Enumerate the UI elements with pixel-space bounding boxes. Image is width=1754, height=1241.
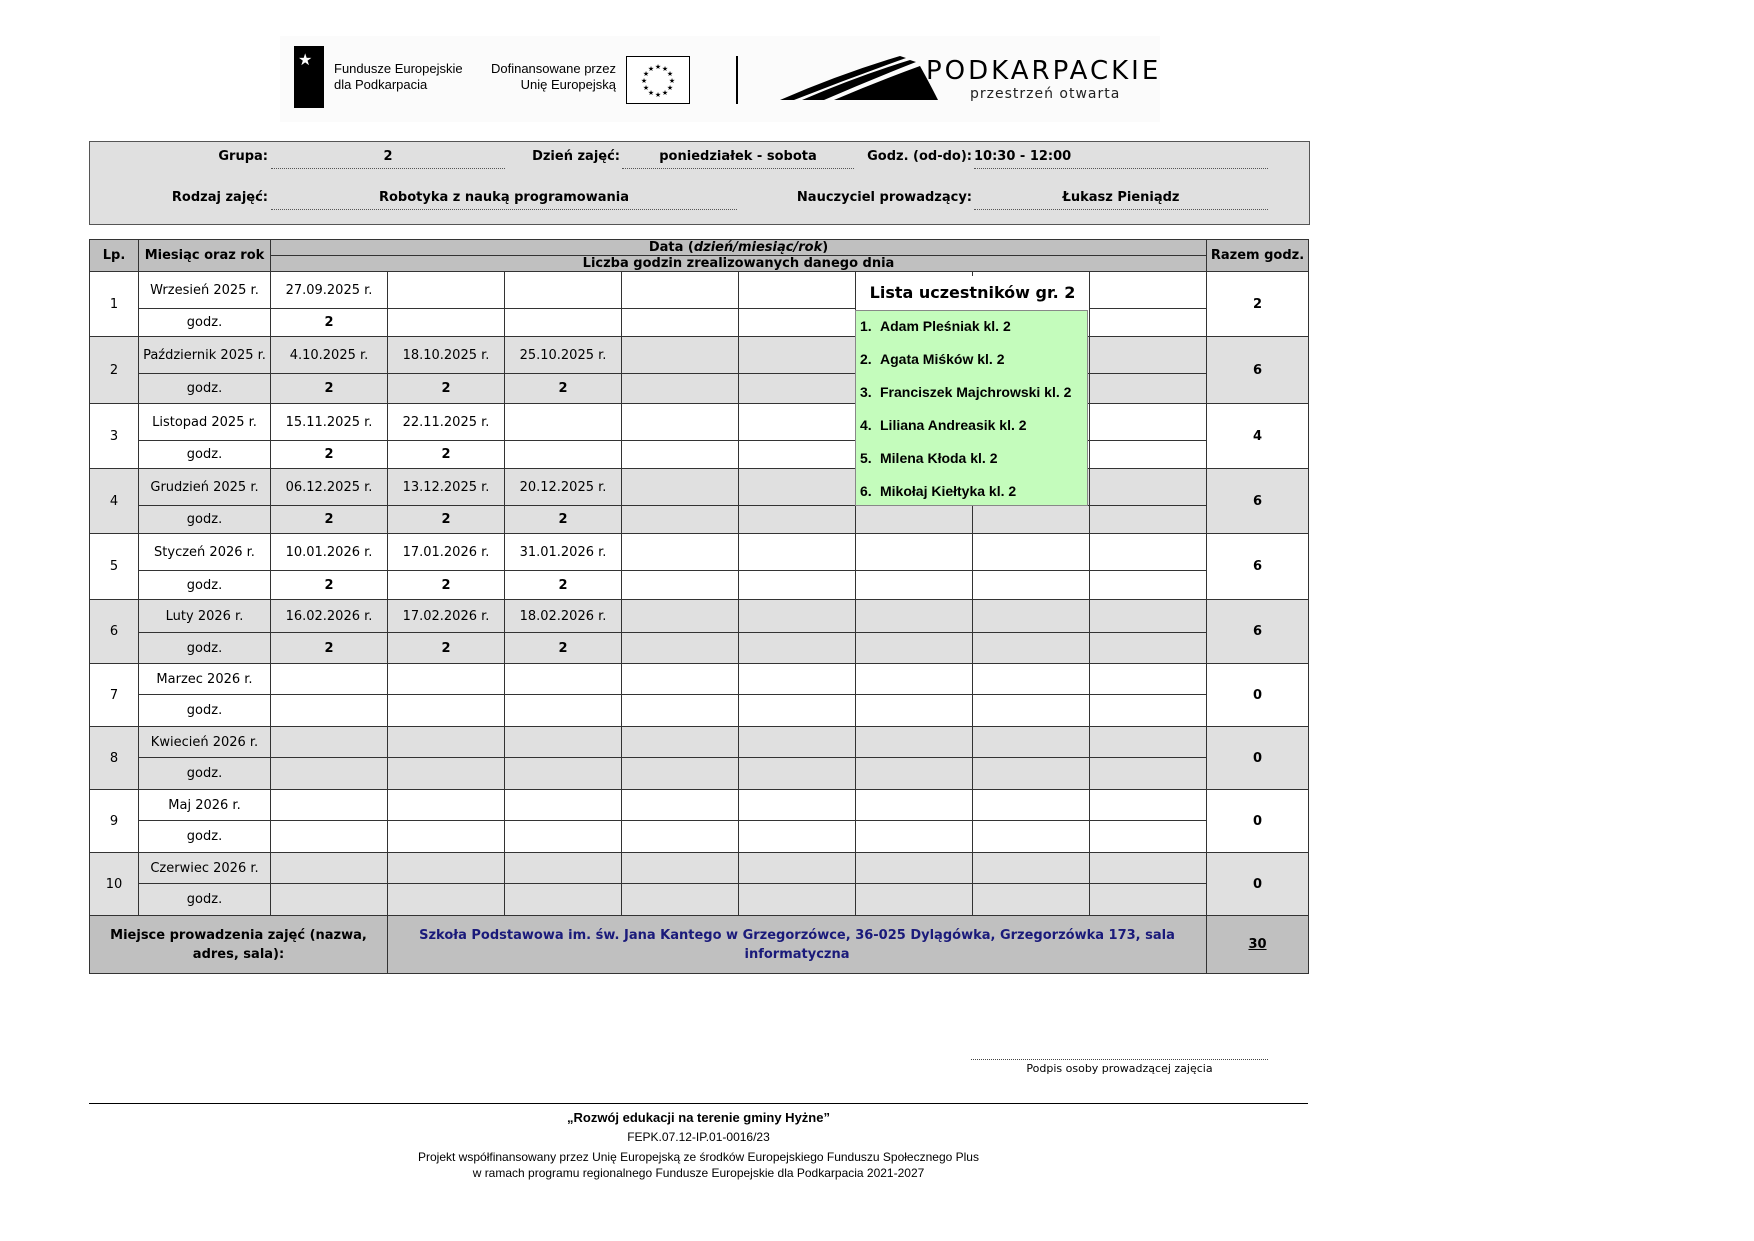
participant-item xyxy=(856,377,1087,410)
row-month: Kwiecień 2026 r. xyxy=(139,727,271,758)
date-cell xyxy=(505,790,622,821)
row-godz-label: godz. xyxy=(139,633,271,664)
hours-cell xyxy=(388,758,505,790)
ue-text-line-1: Dofinansowane przez xyxy=(490,61,616,76)
fe-logo-line-2: dla Podkarpacia xyxy=(334,77,428,92)
hours-cell xyxy=(622,633,739,664)
date-cell xyxy=(856,534,973,571)
row-total: 4 xyxy=(1207,404,1309,469)
row-lp: 7 xyxy=(90,664,139,727)
hours-cell xyxy=(739,374,856,404)
godz-value: 10:30 - 12:00 xyxy=(974,149,1268,169)
date-cell xyxy=(739,600,856,633)
date-cell xyxy=(1090,600,1207,633)
hours-cell xyxy=(739,441,856,469)
row-total: 2 xyxy=(1207,272,1309,337)
hours-cell xyxy=(622,374,739,404)
date-cell: 4.10.2025 r. xyxy=(271,337,388,374)
row-godz-label: godz. xyxy=(139,884,271,916)
col-data-suffix: ) xyxy=(822,239,829,255)
date-cell xyxy=(1090,337,1207,374)
table-row-hours xyxy=(90,758,1309,790)
hours-cell: 2 xyxy=(505,633,622,664)
hours-cell xyxy=(1090,374,1207,404)
footer-line-1: Projekt współfinansowany przez Unię Europejską ze środków Europejskiego Funduszu Społecznego Plus xyxy=(418,1150,979,1164)
logo-divider xyxy=(736,56,738,104)
attendance-table xyxy=(89,239,1309,974)
row-month: Październik 2025 r. xyxy=(139,337,271,374)
grupa-label: Grupa: xyxy=(218,149,268,164)
dzien-label: Dzień zajęć: xyxy=(532,149,620,164)
hours-cell xyxy=(856,506,973,534)
date-cell xyxy=(1090,272,1207,309)
hours-cell xyxy=(973,821,1090,853)
date-cell xyxy=(1090,790,1207,821)
date-cell xyxy=(271,853,388,884)
project-code: FEPK.07.12-IP.01-0016/23 xyxy=(627,1130,770,1144)
table-row-hours xyxy=(90,309,1309,337)
grand-total: 30 xyxy=(1207,916,1309,974)
hours-cell xyxy=(622,695,739,727)
date-cell: 06.12.2025 r. xyxy=(271,469,388,506)
rodzaj-value: Robotyka z nauką programowania xyxy=(271,190,737,210)
participant-number: 1. xyxy=(860,318,872,334)
hours-cell xyxy=(622,506,739,534)
row-godz-label: godz. xyxy=(139,758,271,790)
date-cell xyxy=(739,664,856,695)
date-cell xyxy=(271,664,388,695)
date-cell xyxy=(622,534,739,571)
row-total: 0 xyxy=(1207,790,1309,853)
participant-number: 4. xyxy=(860,417,872,433)
date-cell: 27.09.2025 r. xyxy=(271,272,388,309)
hours-cell xyxy=(271,758,388,790)
row-total: 0 xyxy=(1207,727,1309,790)
date-cell xyxy=(1090,664,1207,695)
signature-line xyxy=(971,1059,1268,1060)
hours-cell xyxy=(1090,695,1207,727)
hours-cell xyxy=(973,506,1090,534)
date-cell: 17.02.2026 r. xyxy=(388,600,505,633)
footer-rule xyxy=(89,1103,1308,1104)
hours-cell xyxy=(1090,884,1207,916)
date-cell xyxy=(622,664,739,695)
date-cell xyxy=(622,337,739,374)
svg-text:★: ★ xyxy=(654,63,662,71)
svg-text:★: ★ xyxy=(640,77,648,85)
row-lp: 4 xyxy=(90,469,139,534)
svg-text:★: ★ xyxy=(642,84,650,92)
hours-cell xyxy=(739,633,856,664)
row-godz-label: godz. xyxy=(139,309,271,337)
date-cell: 17.01.2026 r. xyxy=(388,534,505,571)
row-lp: 5 xyxy=(90,534,139,600)
hours-cell: 2 xyxy=(271,374,388,404)
date-cell xyxy=(388,727,505,758)
date-cell xyxy=(1090,534,1207,571)
signature-label: Podpis osoby prowadzącej zajęcia xyxy=(1026,1062,1213,1075)
date-cell: 25.10.2025 r. xyxy=(505,337,622,374)
row-godz-label: godz. xyxy=(139,374,271,404)
participant-number: 2. xyxy=(860,351,872,367)
date-cell xyxy=(388,853,505,884)
date-cell xyxy=(739,534,856,571)
table-row-hours xyxy=(90,506,1309,534)
date-cell xyxy=(973,853,1090,884)
hours-cell: 2 xyxy=(271,506,388,534)
hours-cell xyxy=(388,884,505,916)
table-row-hours xyxy=(90,441,1309,469)
place-value: Szkoła Podstawowa im. św. Jana Kantego w Grzegorzówce, 36-025 Dylągówka, Grzegorzówka 173, sala informatyczna xyxy=(388,916,1207,974)
hours-cell xyxy=(973,571,1090,600)
hours-cell xyxy=(856,821,973,853)
hours-cell xyxy=(739,309,856,337)
date-cell xyxy=(622,404,739,441)
date-cell xyxy=(739,337,856,374)
hours-cell xyxy=(622,758,739,790)
hours-cell xyxy=(622,441,739,469)
hours-cell xyxy=(739,695,856,727)
date-cell xyxy=(973,790,1090,821)
col-data-prefix: Data ( xyxy=(648,239,694,255)
row-month: Czerwiec 2026 r. xyxy=(139,853,271,884)
table-row-hours xyxy=(90,821,1309,853)
participant-item xyxy=(856,344,1087,377)
nauczyciel-value: Łukasz Pieniądz xyxy=(974,190,1268,210)
date-cell: 18.10.2025 r. xyxy=(388,337,505,374)
row-godz-label: godz. xyxy=(139,695,271,727)
hours-cell xyxy=(856,758,973,790)
date-cell xyxy=(622,727,739,758)
hours-cell: 2 xyxy=(271,309,388,337)
row-month: Marzec 2026 r. xyxy=(139,664,271,695)
date-cell xyxy=(271,790,388,821)
hours-cell: 2 xyxy=(388,374,505,404)
participant-item xyxy=(856,311,1087,344)
col-data-italic: dzień/miesiąc/rok xyxy=(693,239,823,255)
hours-cell: 2 xyxy=(388,441,505,469)
date-cell xyxy=(622,272,739,309)
table-row-hours xyxy=(90,571,1309,600)
row-godz-label: godz. xyxy=(139,821,271,853)
hours-cell xyxy=(622,571,739,600)
hours-cell xyxy=(1090,633,1207,664)
hours-cell xyxy=(505,884,622,916)
hours-cell xyxy=(739,758,856,790)
date-cell xyxy=(1090,469,1207,506)
date-cell xyxy=(973,664,1090,695)
hours-cell xyxy=(505,441,622,469)
date-cell xyxy=(739,404,856,441)
row-month: Listopad 2025 r. xyxy=(139,404,271,441)
row-lp: 9 xyxy=(90,790,139,853)
table-row xyxy=(90,664,1309,695)
hours-cell xyxy=(1090,821,1207,853)
date-cell xyxy=(388,790,505,821)
hours-cell xyxy=(856,633,973,664)
row-lp: 3 xyxy=(90,404,139,469)
participant-number: 3. xyxy=(860,384,872,400)
col-total: Razem godz. xyxy=(1207,240,1309,272)
table-row xyxy=(90,600,1309,633)
date-cell xyxy=(388,664,505,695)
hours-cell: 2 xyxy=(505,374,622,404)
date-cell xyxy=(505,404,622,441)
hours-cell xyxy=(1090,571,1207,600)
table-body xyxy=(90,272,1309,916)
svg-text:★: ★ xyxy=(666,70,674,78)
date-cell: 20.12.2025 r. xyxy=(505,469,622,506)
ue-text xyxy=(488,61,616,93)
date-cell: 18.02.2026 r. xyxy=(505,600,622,633)
hours-cell xyxy=(739,571,856,600)
hours-cell xyxy=(505,758,622,790)
table-row xyxy=(90,790,1309,821)
svg-text:★: ★ xyxy=(666,84,674,92)
date-cell xyxy=(622,600,739,633)
footer-line-2: w ramach programu regionalnego Fundusze Europejskie dla Podkarpacia 2021-2027 xyxy=(472,1166,925,1180)
svg-text:★: ★ xyxy=(661,89,669,97)
hours-cell xyxy=(1090,758,1207,790)
table-row-hours xyxy=(90,633,1309,664)
hours-cell xyxy=(505,821,622,853)
rodzaj-label: Rodzaj zajęć: xyxy=(171,190,268,205)
date-cell: 15.11.2025 r. xyxy=(271,404,388,441)
fe-star-icon: ★ xyxy=(298,50,313,69)
svg-text:★: ★ xyxy=(647,65,655,73)
date-cell: 22.11.2025 r. xyxy=(388,404,505,441)
participant-name: Adam Pleśniak kl. 2 xyxy=(880,318,1011,334)
participant-item xyxy=(856,443,1087,476)
hours-cell xyxy=(388,821,505,853)
date-cell xyxy=(1090,727,1207,758)
date-cell xyxy=(856,790,973,821)
table-row-hours xyxy=(90,374,1309,404)
date-cell xyxy=(973,600,1090,633)
date-cell xyxy=(505,853,622,884)
row-total: 0 xyxy=(1207,664,1309,727)
date-cell xyxy=(622,790,739,821)
place-label: Miejsce prowadzenia zajęć (nazwa, adres, sala): xyxy=(90,916,388,974)
table-row-hours xyxy=(90,884,1309,916)
hours-cell xyxy=(1090,506,1207,534)
row-total: 6 xyxy=(1207,469,1309,534)
table-row xyxy=(90,337,1309,374)
row-lp: 10 xyxy=(90,853,139,916)
date-cell xyxy=(856,600,973,633)
col-data xyxy=(271,240,1207,256)
fe-logo-line-1: Fundusze Europejskie xyxy=(334,61,463,76)
table-row xyxy=(90,534,1309,571)
date-cell xyxy=(388,272,505,309)
row-month: Styczeń 2026 r. xyxy=(139,534,271,571)
date-cell xyxy=(271,727,388,758)
dzien-value: poniedziałek - sobota xyxy=(622,149,854,169)
date-cell xyxy=(973,534,1090,571)
hours-cell xyxy=(505,695,622,727)
table-row xyxy=(90,853,1309,884)
hours-cell xyxy=(973,884,1090,916)
hours-cell xyxy=(505,309,622,337)
ue-text-line-2: Unię Europejską xyxy=(520,77,616,92)
table-row-hours xyxy=(90,695,1309,727)
col-hours: Liczba godzin zrealizowanych danego dnia xyxy=(271,256,1207,272)
row-godz-label: godz. xyxy=(139,571,271,600)
hours-cell xyxy=(622,309,739,337)
hours-cell: 2 xyxy=(388,571,505,600)
hours-cell xyxy=(388,695,505,727)
fe-logo-text xyxy=(334,61,463,93)
row-month: Luty 2026 r. xyxy=(139,600,271,633)
date-cell xyxy=(856,664,973,695)
eu-flag-icon xyxy=(626,56,690,104)
participant-number: 6. xyxy=(860,483,872,499)
hours-cell: 2 xyxy=(505,571,622,600)
date-cell xyxy=(622,469,739,506)
hours-cell xyxy=(856,571,973,600)
date-cell: 13.12.2025 r. xyxy=(388,469,505,506)
participant-name: Agata Miśków kl. 2 xyxy=(880,351,1005,367)
participant-name: Milena Kłoda kl. 2 xyxy=(880,450,998,466)
region-title: PODKARPACKIE xyxy=(926,56,1162,86)
hours-cell: 2 xyxy=(271,633,388,664)
hours-cell xyxy=(739,884,856,916)
hours-cell xyxy=(739,821,856,853)
hours-cell: 2 xyxy=(271,571,388,600)
hours-cell xyxy=(1090,309,1207,337)
godz-label: Godz. (od-do): xyxy=(867,149,972,164)
hours-cell: 2 xyxy=(271,441,388,469)
podkarpackie-road-icon xyxy=(780,54,940,106)
row-godz-label: godz. xyxy=(139,441,271,469)
hours-cell: 2 xyxy=(388,506,505,534)
hours-cell: 2 xyxy=(388,633,505,664)
hours-cell xyxy=(622,884,739,916)
hours-cell: 2 xyxy=(505,506,622,534)
row-total: 6 xyxy=(1207,600,1309,664)
date-cell: 31.01.2026 r. xyxy=(505,534,622,571)
date-cell xyxy=(505,727,622,758)
participant-name: Franciszek Majchrowski kl. 2 xyxy=(880,384,1072,400)
participant-item xyxy=(856,476,1087,509)
row-total: 0 xyxy=(1207,853,1309,916)
hours-cell xyxy=(973,633,1090,664)
row-month: Wrzesień 2025 r. xyxy=(139,272,271,309)
row-month: Maj 2026 r. xyxy=(139,790,271,821)
table-row xyxy=(90,469,1309,506)
col-lp: Lp. xyxy=(90,240,139,272)
date-cell: 16.02.2026 r. xyxy=(271,600,388,633)
hours-cell xyxy=(739,506,856,534)
participants-list xyxy=(855,310,1088,506)
svg-text:★: ★ xyxy=(647,89,655,97)
col-month: Miesiąc oraz rok xyxy=(139,240,271,272)
row-total: 6 xyxy=(1207,337,1309,404)
date-cell xyxy=(739,853,856,884)
svg-text:★: ★ xyxy=(642,70,650,78)
hours-cell xyxy=(1090,441,1207,469)
nauczyciel-label: Nauczyciel prowadzący: xyxy=(796,190,972,205)
project-title: „Rozwój edukacji na terenie gminy Hyżne” xyxy=(567,1110,830,1125)
date-cell xyxy=(973,727,1090,758)
date-cell xyxy=(1090,404,1207,441)
table-row xyxy=(90,404,1309,441)
participant-name: Mikołaj Kiełtyka kl. 2 xyxy=(880,483,1017,499)
row-lp: 6 xyxy=(90,600,139,664)
table-row xyxy=(90,272,1309,309)
svg-text:★: ★ xyxy=(654,91,662,99)
date-cell: 10.01.2026 r. xyxy=(271,534,388,571)
row-lp: 1 xyxy=(90,272,139,337)
hours-cell xyxy=(973,695,1090,727)
hours-cell xyxy=(271,884,388,916)
hours-cell xyxy=(973,758,1090,790)
row-month: Grudzień 2025 r. xyxy=(139,469,271,506)
date-cell xyxy=(739,469,856,506)
table-row xyxy=(90,727,1309,758)
date-cell xyxy=(739,727,856,758)
date-cell xyxy=(622,853,739,884)
row-godz-label: godz. xyxy=(139,506,271,534)
hours-cell xyxy=(271,821,388,853)
row-lp: 2 xyxy=(90,337,139,404)
hours-cell xyxy=(622,821,739,853)
hours-cell xyxy=(388,309,505,337)
date-cell xyxy=(739,272,856,309)
hours-cell xyxy=(271,695,388,727)
region-subtitle: przestrzeń otwarta xyxy=(970,86,1121,102)
svg-text:★: ★ xyxy=(661,65,669,73)
date-cell xyxy=(505,664,622,695)
grupa-value: 2 xyxy=(271,149,505,169)
date-cell xyxy=(739,790,856,821)
row-lp: 8 xyxy=(90,727,139,790)
participant-name: Liliana Andreasik kl. 2 xyxy=(880,417,1027,433)
participant-item xyxy=(856,410,1087,443)
hours-cell xyxy=(856,884,973,916)
participant-number: 5. xyxy=(860,450,872,466)
row-total: 6 xyxy=(1207,534,1309,600)
hours-cell xyxy=(856,695,973,727)
date-cell xyxy=(1090,853,1207,884)
date-cell xyxy=(856,853,973,884)
date-cell xyxy=(856,727,973,758)
svg-text:★: ★ xyxy=(668,77,676,85)
participants-title: Lista uczestników gr. 2 xyxy=(855,276,1090,310)
date-cell xyxy=(505,272,622,309)
